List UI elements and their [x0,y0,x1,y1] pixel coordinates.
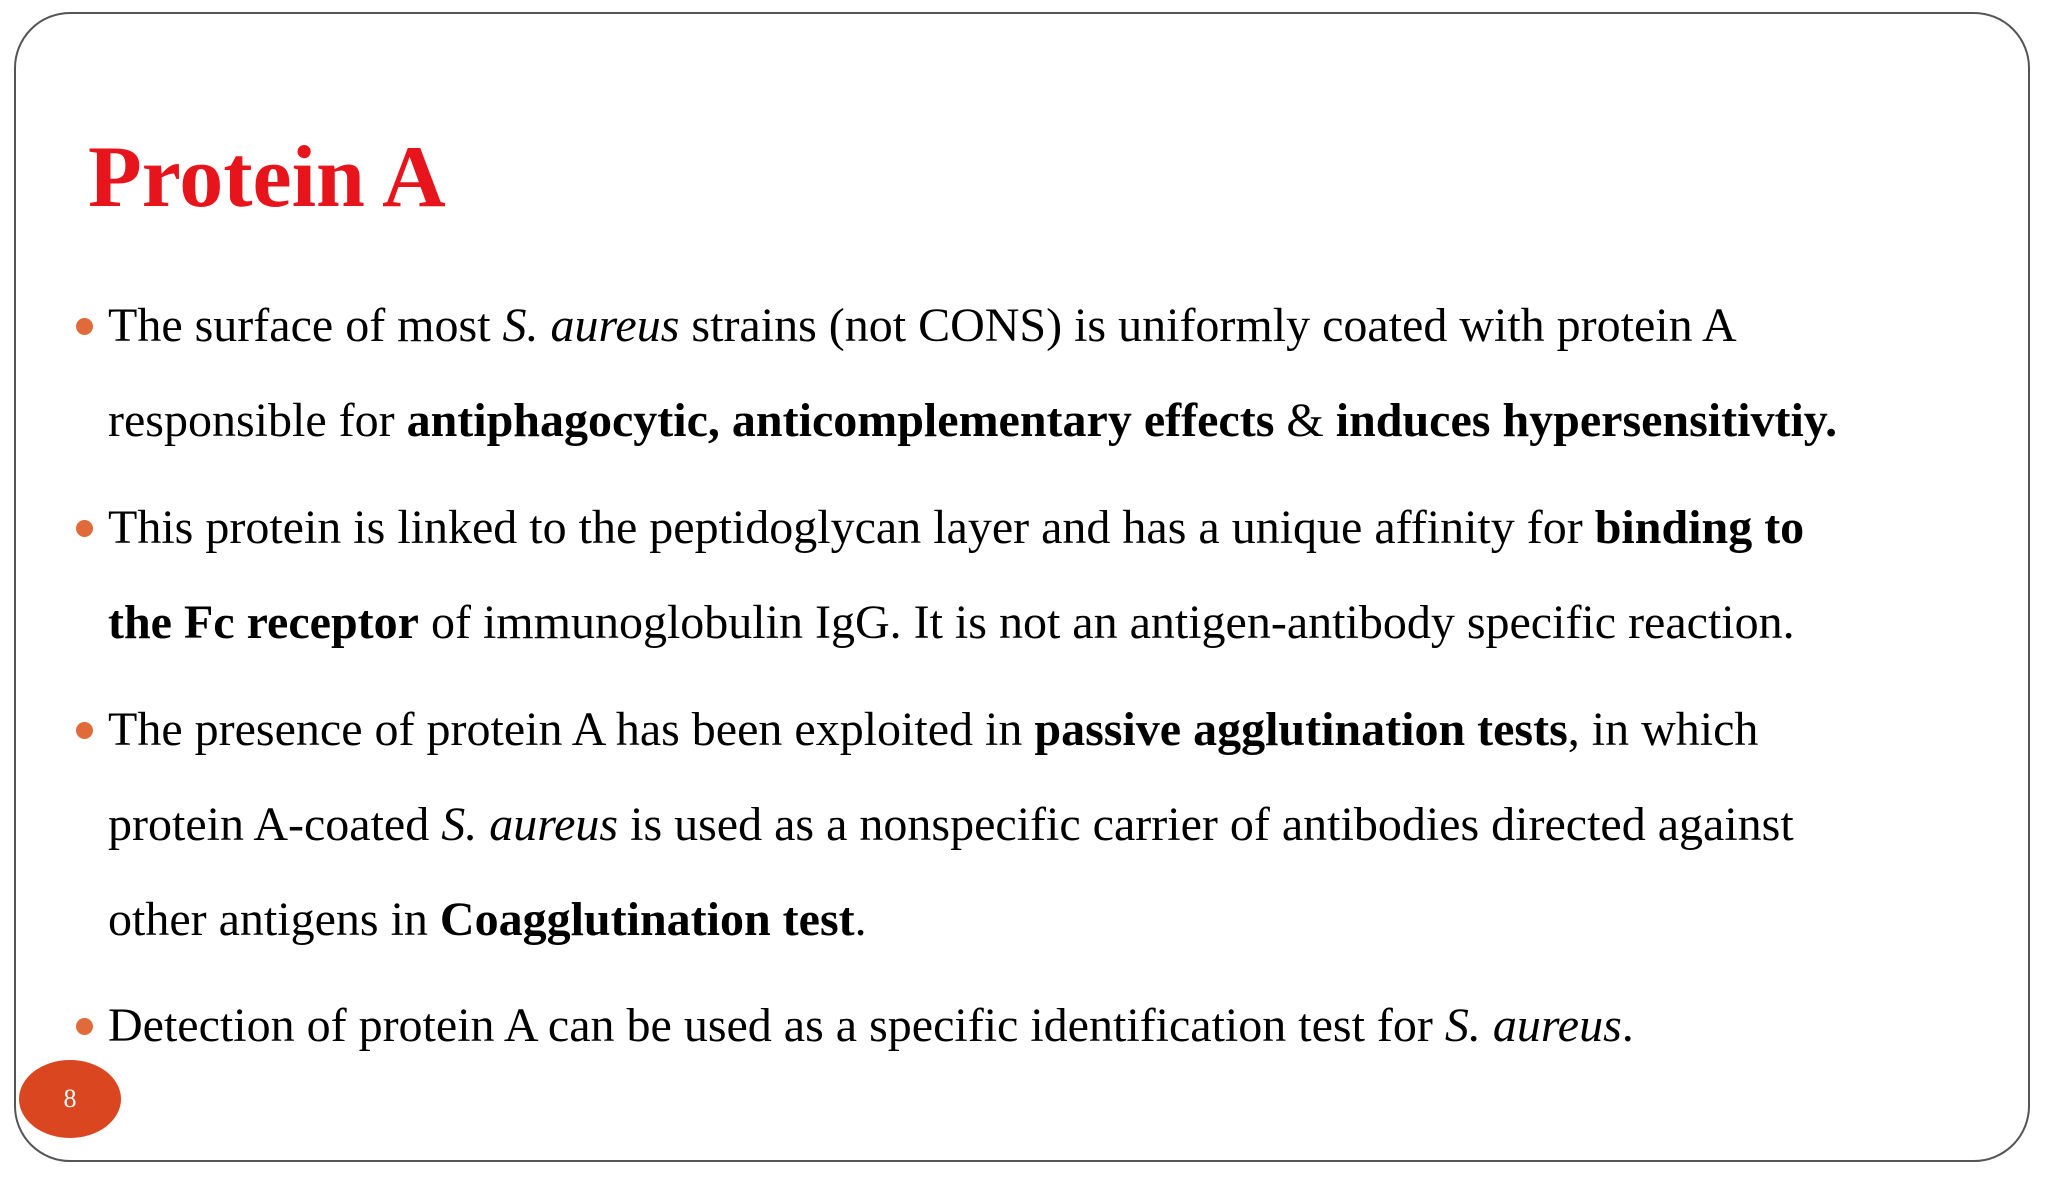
text-run: of immunoglobulin IgG. It is not an antigen-antibody specific reaction. [418,596,1795,649]
bullet-line [108,682,2028,777]
text-run: . [854,893,867,946]
bold-term: binding to [1594,501,1805,554]
page-number-badge: 8 [19,1060,121,1138]
bullet-dot-icon [76,318,93,335]
bold-term: induces hypersensitivtiy. [1335,394,1838,447]
italic-term: S. aureus [441,798,619,851]
slide-title: Protein A [88,129,446,226]
bullet-item [108,682,2028,967]
italic-term: S. aureus [502,299,680,352]
bold-term: Coagglutination test [439,893,855,946]
bold-term: the Fc receptor [108,596,419,649]
bullet-item [108,978,2028,1073]
bullet-dot-icon [76,520,93,537]
text-run: responsible for [108,394,407,447]
text-run: other antigens in [108,893,440,946]
bold-term: antiphagocytic, anticomplementary effects [406,394,1275,447]
text-run: This protein is linked to the peptidoglycan layer and has a unique affinity for [108,501,1595,554]
text-run: protein A-coated [108,798,442,851]
text-run: . [1621,999,1634,1052]
bullet-dot-icon [76,1018,93,1035]
text-run: strains (not CONS) is uniformly coated with protein A [679,299,1737,352]
bullet-dot-icon [76,722,93,739]
bullet-line [108,575,2028,670]
slide [14,12,2030,1162]
bullet-line [108,373,2028,468]
bold-term: passive agglutination tests [1034,703,1568,756]
bullet-line [108,278,2028,373]
bullet-line [108,480,2028,575]
bullet-item [108,480,2028,670]
bullet-line [108,777,2028,872]
text-run: , in which [1567,703,1759,756]
bullet-item [108,278,2028,468]
text-run: The surface of most [108,299,503,352]
bullet-line [108,978,2028,1073]
text-run: is used as a nonspecific carrier of antibodies directed against [618,798,1794,851]
text-run: Detection of protein A can be used as a specific identification test for [108,999,1445,1052]
italic-term: S. aureus [1444,999,1622,1052]
bullet-line [108,872,2028,967]
text-run: The presence of protein A has been exploited in [108,703,1035,756]
text-run: & [1274,394,1336,447]
